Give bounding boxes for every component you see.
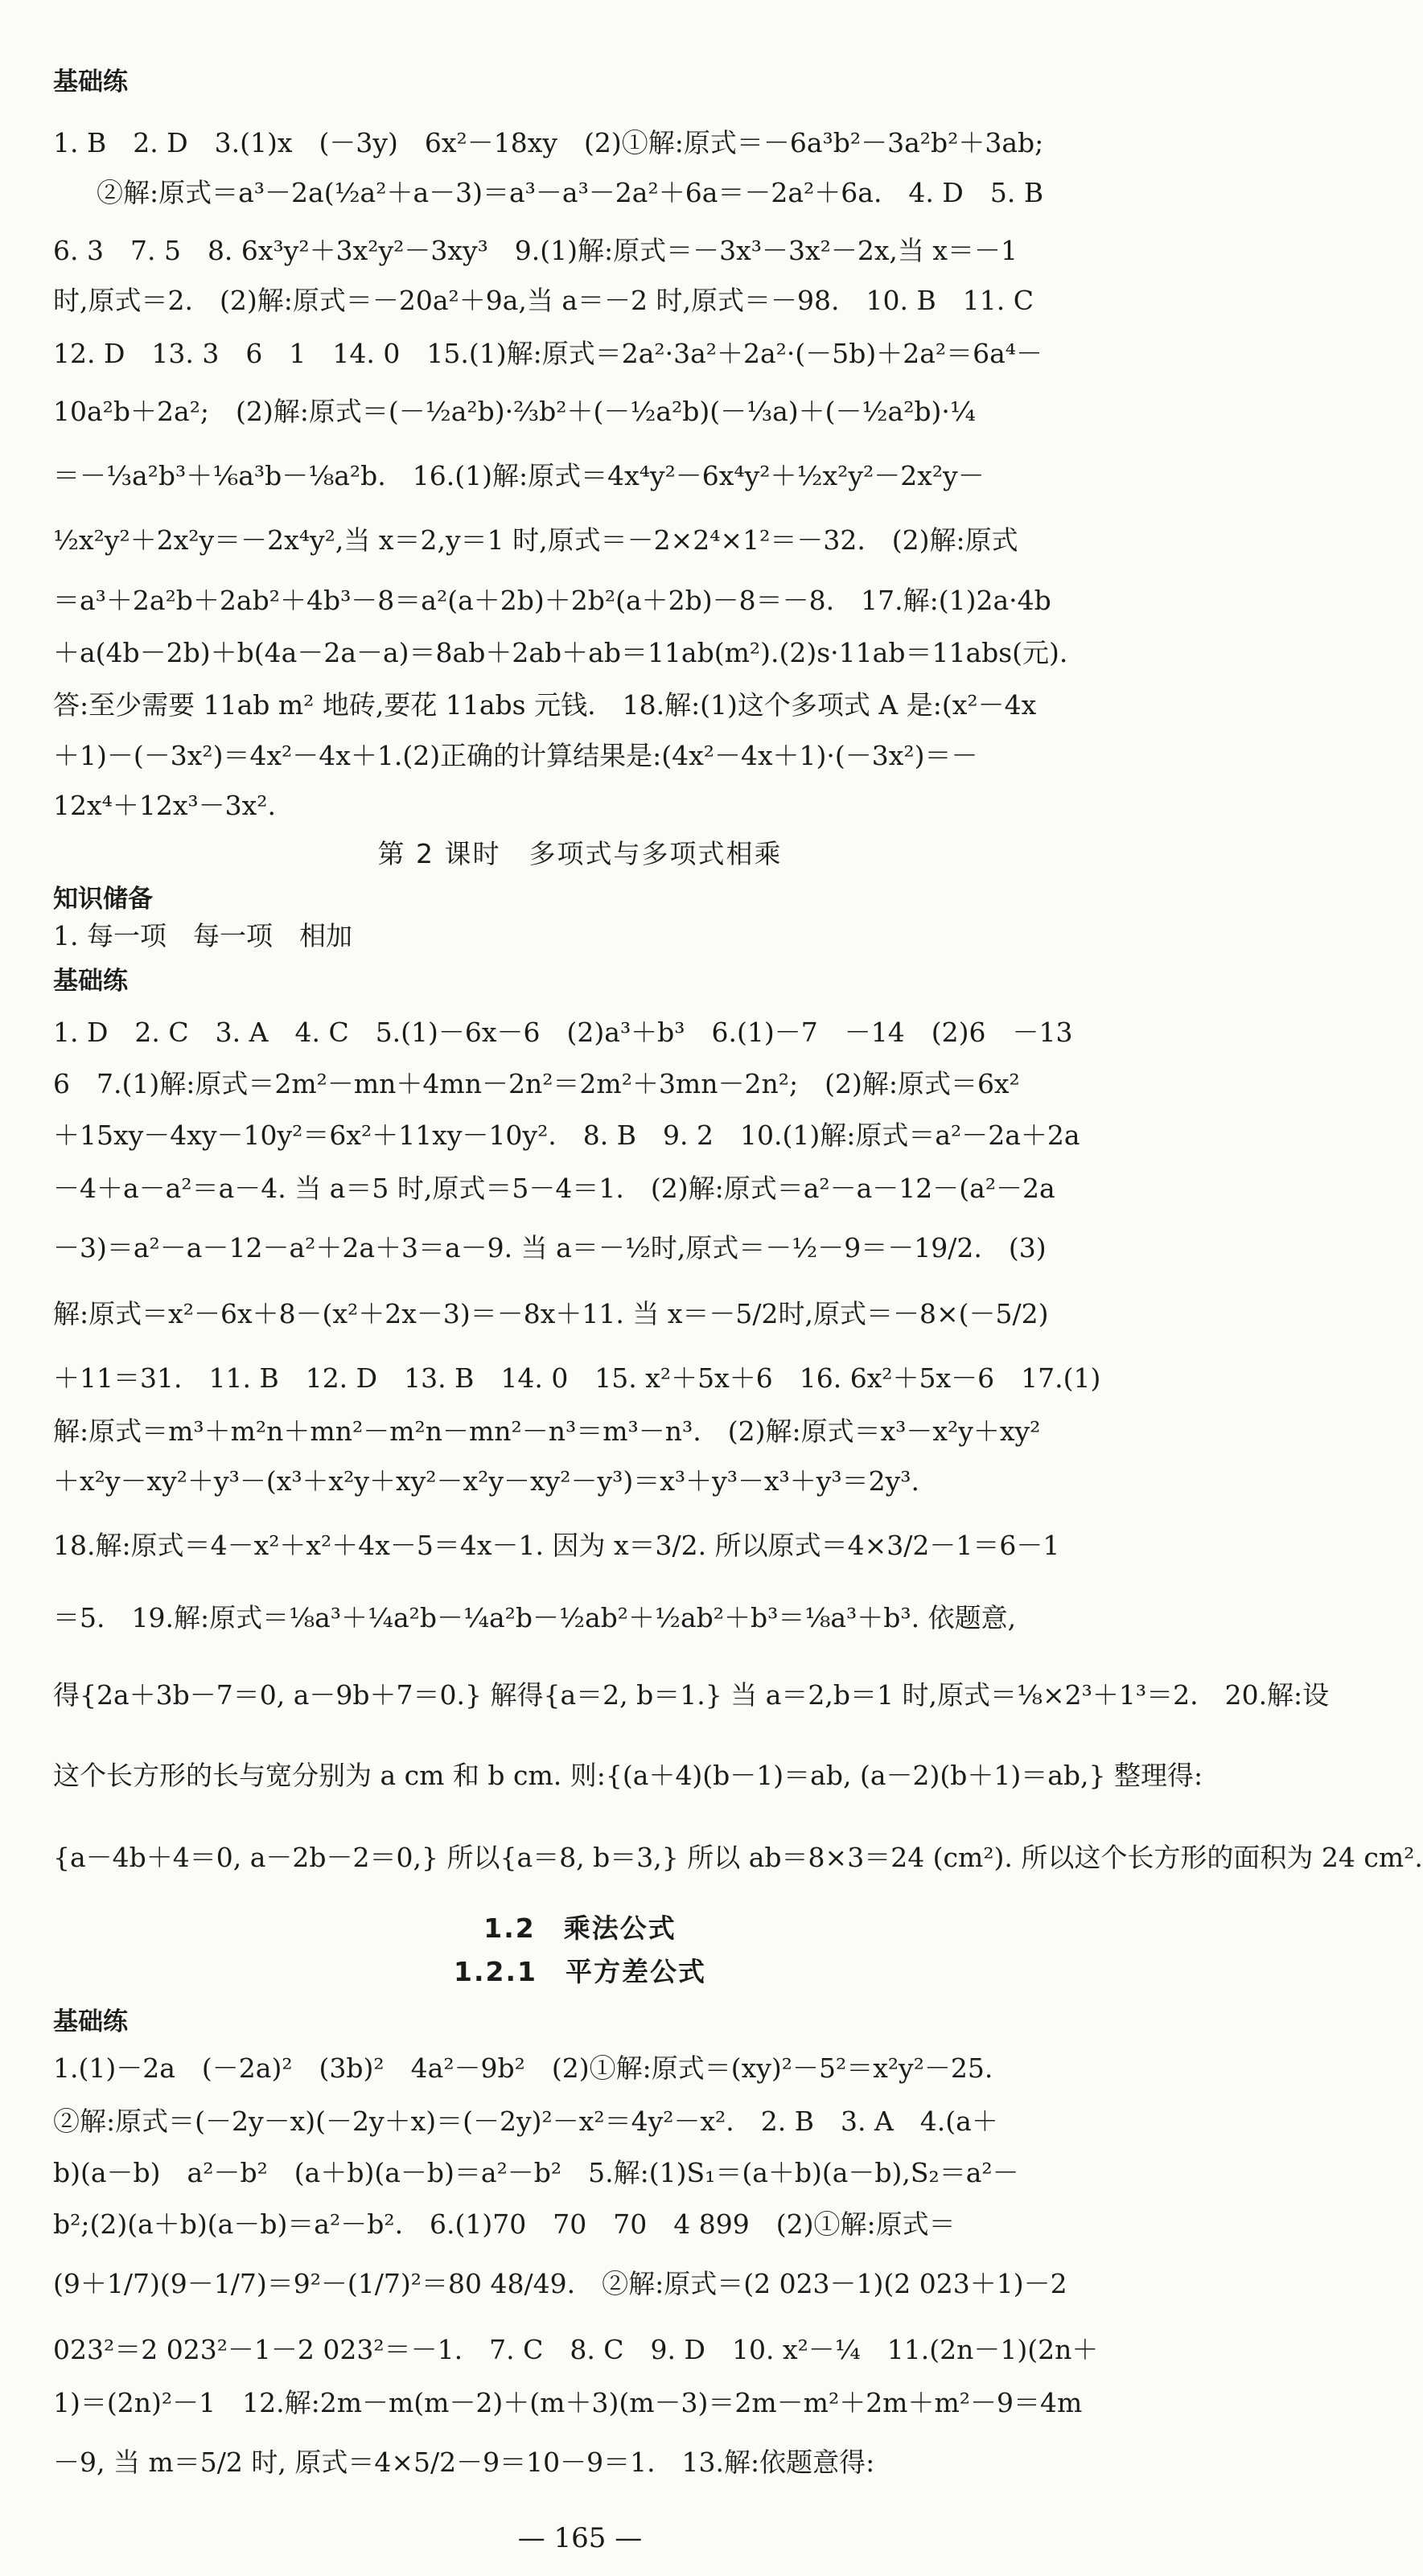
- section-heading-basic-practice: 基础练: [53, 2007, 128, 2036]
- answer-line: ＋a(4b－2b)＋b(4a－2a－a)＝8ab＋2ab＋ab＝11ab(m²).(2)s·11ab＝11abs(元).: [53, 637, 1068, 668]
- answer-line: 解:原式＝m³＋m²n＋mn²－m²n－mn²－n³＝m³－n³. (2)解:原式＝x³－x²y＋xy²: [53, 1415, 1041, 1447]
- answer-line: 12. D 13. 3 6 1 14. 0 15.(1)解:原式＝2a²·3a²＋2a²·(－5b)＋2a²＝6a⁴－: [53, 338, 1043, 369]
- answer-line: 答:至少需要 11ab m² 地砖,要花 11abs 元钱. 18.解:(1)这个多项式 A 是:(x²－4x: [53, 689, 1037, 721]
- chapter-title: 1.2 乘法公式: [483, 1912, 677, 1944]
- answer-line: 时,原式＝2. (2)解:原式＝－20a²＋9a,当 a＝－2 时,原式＝－98. 10. B 11. C: [53, 285, 1034, 316]
- answer-line: ＋11＝31. 11. B 12. D 13. B 14. 0 15. x²＋5x＋6 16. 6x²＋5x－6 17.(1): [53, 1362, 1101, 1394]
- answer-line: ＝5. 19.解:原式＝⅛a³＋¼a²b－¼a²b－½ab²＋½ab²＋b³＝⅛a³＋b³. 依题意,: [53, 1602, 1017, 1633]
- answer-line: 1.(1)－2a (－2a)² (3b)² 4a²－9b² (2)①解:原式＝(xy)²－5²＝x²y²－25.: [53, 2052, 993, 2084]
- answer-line: ＋15xy－4xy－10y²＝6x²＋11xy－10y². 8. B 9. 2 10.(1)解:原式＝a²－2a＋2a: [53, 1120, 1080, 1151]
- answer-line: 1. D 2. C 3. A 4. C 5.(1)－6x－6 (2)a³＋b³ 6.(1)－7 －14 (2)6 －13: [53, 1017, 1073, 1048]
- answer-line: ＝a³＋2a²b＋2ab²＋4b³－8＝a²(a＋2b)＋2b²(a＋2b)－8＝－8. 17.解:(1)2a·4b: [53, 585, 1051, 616]
- answer-line: b)(a－b) a²－b² (a＋b)(a－b)＝a²－b² 5.解:(1)S₁＝(a＋b)(a－b),S₂＝a²－: [53, 2157, 1019, 2188]
- answer-line: 1)＝(2n)²－1 12.解:2m－m(m－2)＋(m＋3)(m－3)＝2m－m²＋2m＋m²－9＝4m: [53, 2387, 1083, 2418]
- lesson-title: 第 2 课时 多项式与多项式相乘: [377, 838, 783, 869]
- answer-line: 这个长方形的长与宽分别为 a cm 和 b cm. 则:{(a＋4)(b－1)＝ab, (a－2)(b＋1)＝ab,} 整理得:: [53, 1760, 1203, 1791]
- answer-line: ＋1)－(－3x²)＝4x²－4x＋1.(2)正确的计算结果是:(4x²－4x＋1)·(－3x²)＝－: [53, 740, 978, 771]
- answer-line: ②解:原式＝(－2y－x)(－2y＋x)＝(－2y)²－x²＝4y²－x². 2. B 3. A 4.(a＋: [53, 2106, 998, 2137]
- answer-line: 10a²b＋2a²; (2)解:原式＝(－½a²b)·⅔b²＋(－½a²b)(－⅓a)＋(－½a²b)·¼: [53, 396, 976, 427]
- answer-line: －3)＝a²－a－12－a²＋2a＋3＝a－9. 当 a＝－½时,原式＝－½－9＝－19/2. (3): [53, 1232, 1047, 1263]
- answer-line: 023²＝2 023²－1－2 023²＝－1. 7. C 8. C 9. D 10. x²－¼ 11.(2n－1)(2n＋: [53, 2334, 1099, 2365]
- answer-line: {a－4b＋4＝0, a－2b－2＝0,} 所以{a＝8, b＝3,} 所以 ab＝8×3＝24 (cm²). 所以这个长方形的面积为 24 cm².: [53, 1842, 1423, 1873]
- answer-line: 得{2a＋3b－7＝0, a－9b＋7＝0.} 解得{a＝2, b＝1.} 当 a＝2,b＝1 时,原式＝⅛×2³＋1³＝2. 20.解:设: [53, 1679, 1330, 1711]
- answer-line: 12x⁴＋12x³－3x².: [53, 790, 276, 821]
- answer-line: 18.解:原式＝4－x²＋x²＋4x－5＝4x－1. 因为 x＝3/2. 所以原式＝4×3/2－1＝6－1: [53, 1530, 1060, 1561]
- answer-line: ②解:原式＝a³－2a(½a²＋a－3)＝a³－a³－2a²＋6a＝－2a²＋6a. 4. D 5. B: [97, 177, 1044, 208]
- answer-line: ＝－⅓a²b³＋⅙a³b－⅛a²b. 16.(1)解:原式＝4x⁴y²－6x⁴y²＋½x²y²－2x²y－: [53, 460, 985, 491]
- answer-line: ＋x²y－xy²＋y³－(x³＋x²y＋xy²－x²y－xy²－y³)＝x³＋y³－x³＋y³＝2y³.: [53, 1465, 920, 1497]
- subchapter-title: 1.2.1 平方差公式: [454, 1956, 706, 1987]
- answer-line: 1. B 2. D 3.(1)x (－3y) 6x²－18xy (2)①解:原式＝－6a³b²－3a²b²＋3ab;: [53, 127, 1044, 158]
- section-heading-basic-practice: 基础练: [53, 967, 128, 996]
- section-heading-knowledge: 知识储备: [53, 885, 153, 914]
- answer-line: (9＋1/7)(9－1/7)＝9²－(1/7)²＝80 48/49. ②解:原式＝(2 023－1)(2 023＋1)－2: [53, 2268, 1067, 2299]
- answer-line: b²;(2)(a＋b)(a－b)＝a²－b². 6.(1)70 70 70 4 899 (2)①解:原式＝: [53, 2208, 956, 2240]
- answer-line: 6. 3 7. 5 8. 6x³y²＋3x²y²－3xy³ 9.(1)解:原式＝－3x³－3x²－2x,当 x＝－1: [53, 235, 1018, 266]
- answer-line: －9, 当 m＝5/2 时, 原式＝4×5/2－9＝10－9＝1. 13.解:依题意得:: [53, 2447, 875, 2478]
- answer-line: －4＋a－a²＝a－4. 当 a＝5 时,原式＝5－4＝1. (2)解:原式＝a²－a－12－(a²－2a: [53, 1173, 1055, 1204]
- knowledge-answer-line: 1. 每一项 每一项 相加: [53, 920, 352, 951]
- section-heading-basic-practice: 基础练: [53, 68, 128, 97]
- answer-line: ½x²y²＋2x²y＝－2x⁴y²,当 x＝2,y＝1 时,原式＝－2×2⁴×1²＝－32. (2)解:原式: [53, 524, 1018, 556]
- answer-line: 6 7.(1)解:原式＝2m²－mn＋4mn－2n²＝2m²＋3mn－2n²; (2)解:原式＝6x²: [53, 1068, 1020, 1099]
- answer-line: 解:原式＝x²－6x＋8－(x²＋2x－3)＝－8x＋11. 当 x＝－5/2时,原式＝－8×(－5/2): [53, 1298, 1049, 1329]
- page-number: — 165 —: [517, 2522, 643, 2554]
